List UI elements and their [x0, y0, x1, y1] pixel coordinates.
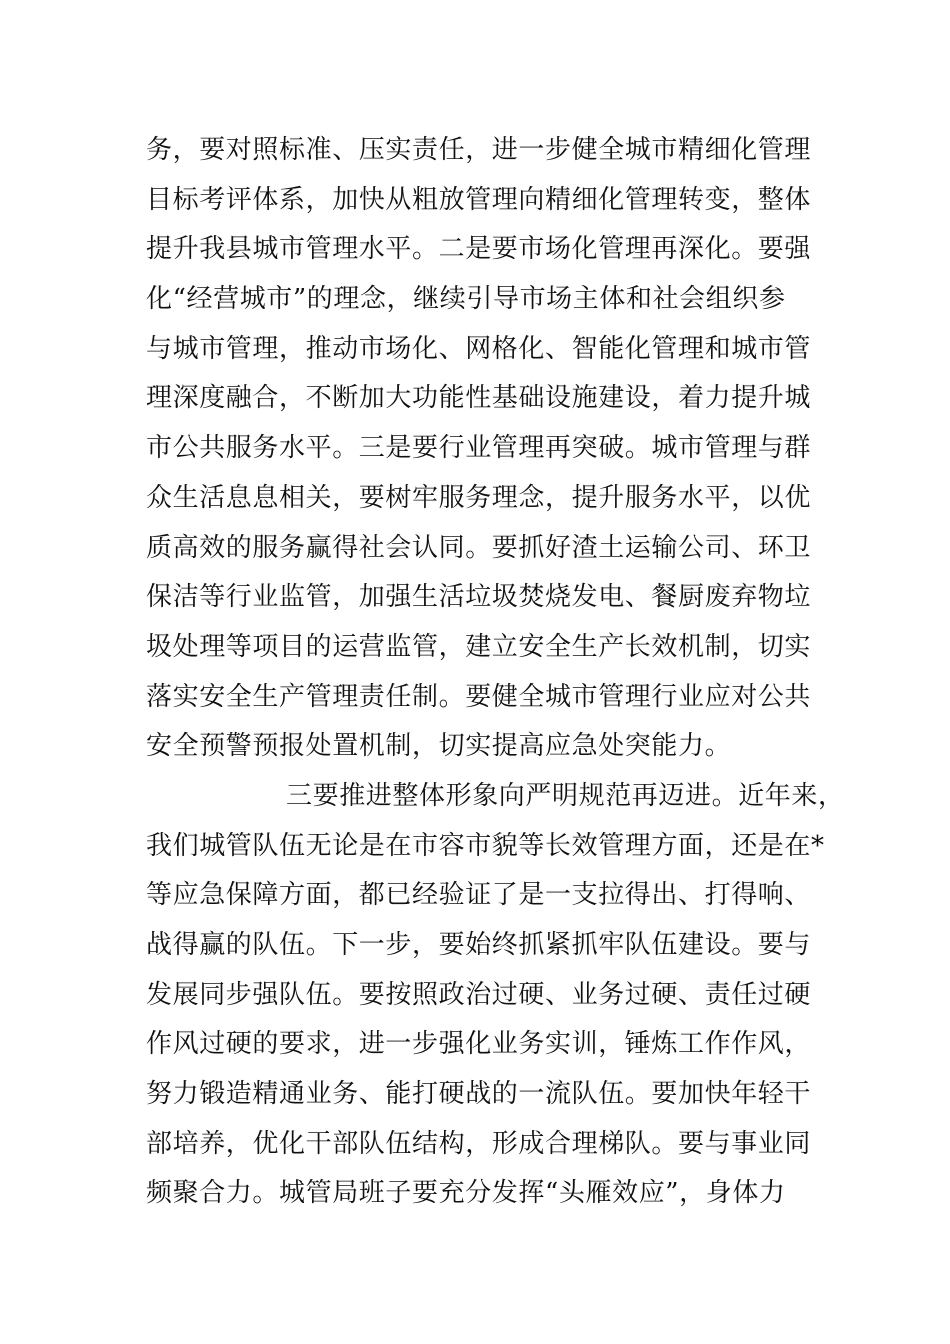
text-line: 提升我县城市管理水平。二是要市场化管理再深化。要强: [146, 234, 812, 265]
text-line: 作风过硬的要求，进一步强化业务实训，锤炼工作作风，: [146, 1029, 812, 1060]
text-line: 部培养，优化干部队伍结构，形成合理梯队。要与事业同: [146, 1128, 812, 1159]
paragraph-heading-line: 三要推进整体形象向严明规范再迈进。近年来，: [286, 780, 845, 811]
text-line: 务，要对照标准、压实责任，进一步健全城市精细化管理: [146, 135, 812, 165]
text-line: 市公共服务水平。三是要行业管理再突破。城市管理与群: [146, 433, 812, 464]
text-line: 化“经营城市”的理念，继续引导市场主体和社会组织参: [146, 284, 786, 315]
text-line: 等应急保障方面，都已经验证了是一支拉得出、打得响、: [146, 880, 812, 911]
text-line: 理深度融合，不断加大功能性基础设施建设，着力提升城: [146, 383, 812, 414]
text-line: 保洁等行业监管，加强生活垃圾焚烧发电、餐厨废弃物垃: [146, 582, 812, 613]
text-line: 目标考评体系，加快从粗放管理向精细化管理转变，整体: [146, 184, 812, 215]
text-line: 落实安全生产管理责任制。要健全城市管理行业应对公共: [146, 681, 812, 712]
text-line: 我们城管队伍无论是在市容市貌等长效管理方面，还是在*: [146, 830, 825, 861]
text-line: 安全预警预报处置机制，切实提高应急处突能力。: [146, 731, 732, 762]
text-line: 与城市管理，推动市场化、网格化、智能化管理和城市管: [146, 333, 812, 364]
text-line: 发展同步强队伍。要按照政治过硬、业务过硬、责任过硬: [146, 979, 812, 1010]
text-line: 质高效的服务赢得社会认同。要抓好渣土运输公司、环卫: [146, 532, 812, 563]
text-line: 圾处理等项目的运营监管，建立安全生产长效机制，切实: [146, 631, 812, 662]
text-line: 努力锻造精通业务、能打硬战的一流队伍。要加快年轻干: [146, 1079, 812, 1110]
text-line: 众生活息息相关，要树牢服务理念，提升服务水平，以优: [146, 482, 812, 513]
text-line: 战得赢的队伍。下一步，要始终抓紧抓牢队伍建设。要与: [146, 930, 812, 960]
body-text: [146, 126, 846, 1219]
text-line: 频聚合力。城管局班子要充分发挥“头雁效应”，身体力: [146, 1178, 786, 1209]
